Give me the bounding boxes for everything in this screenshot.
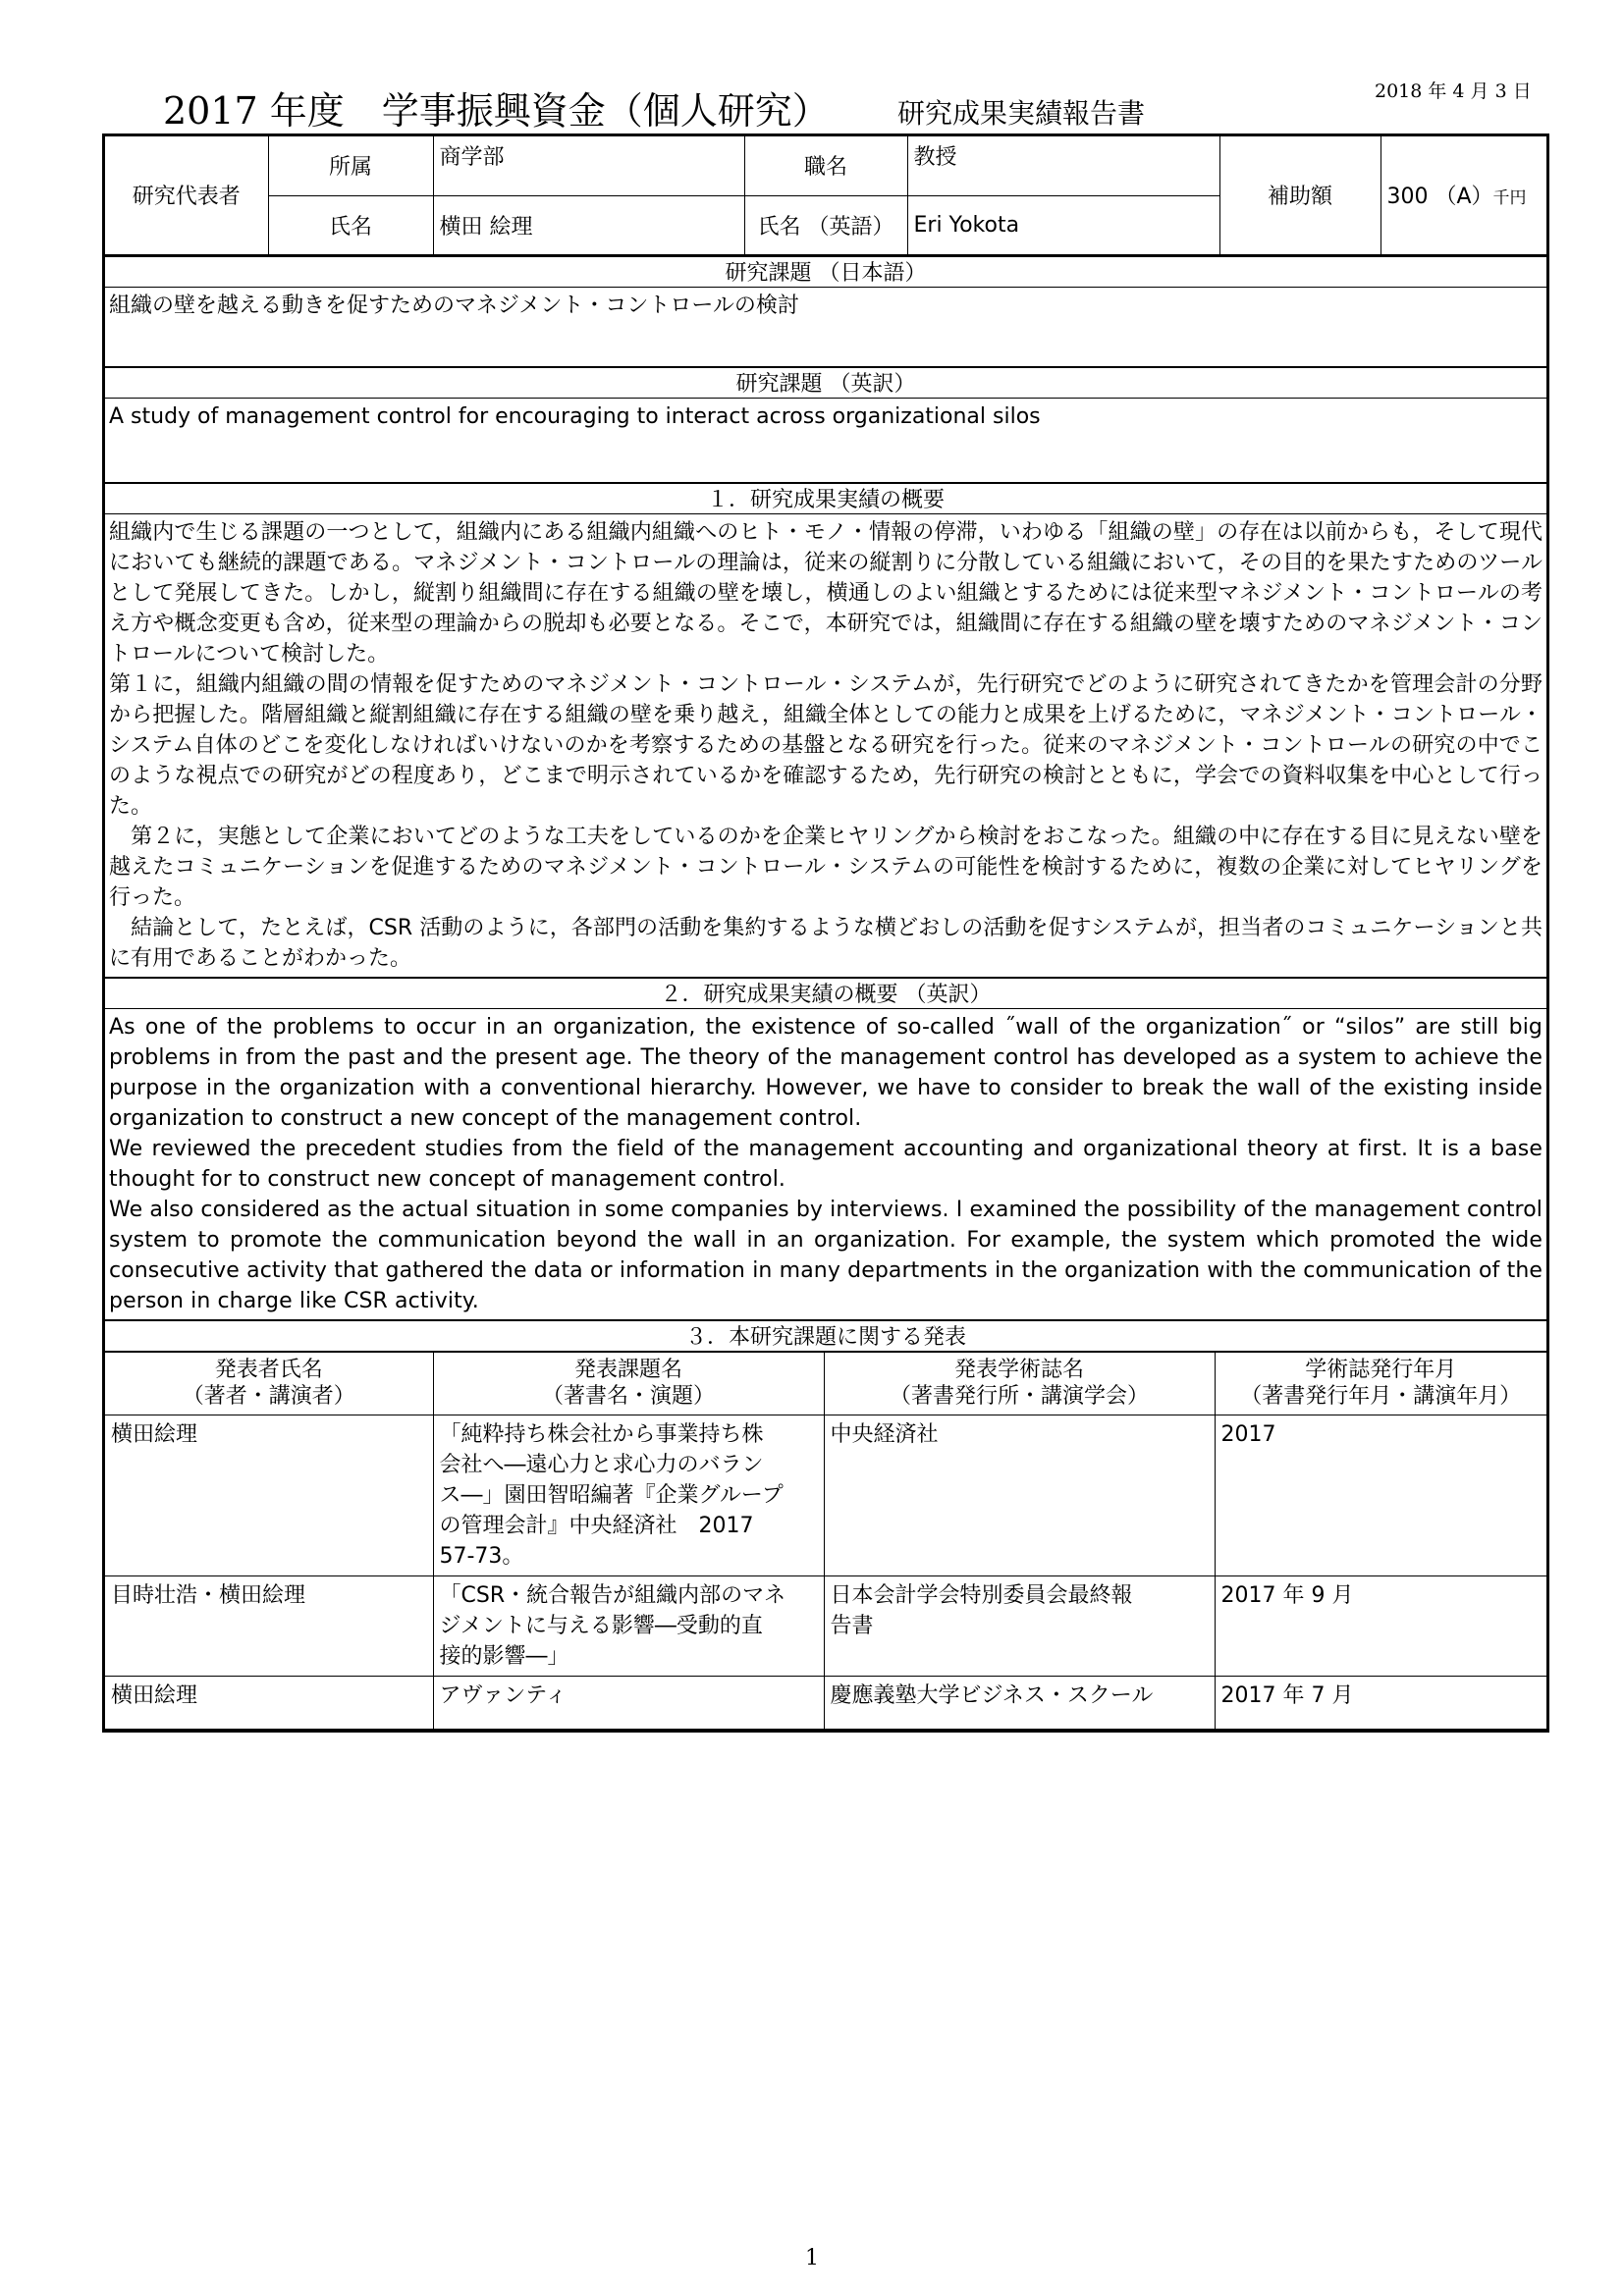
summary-en-heading: ２．研究成果実績の概要 （英訳） [105,977,1546,1009]
table-row [105,1575,1546,1676]
pub-author: 目時壮浩・横田絵理 [105,1575,433,1676]
summary-en-body [105,1009,1546,1319]
name-label: 氏名 [268,195,433,254]
column-header: 学術誌発行年月 （著書発行年月・講演年月） [1215,1352,1546,1415]
pub-title: アヴァンティ [433,1676,824,1729]
summary-jp-paragraph: 第１に，組織内組織の間の情報を促すためのマネジメント・コントロール・システムが，先行研究でどのように研究されてきたかを管理会計の分野から把握した。階層組織と縦割組織に存在する組織の壁を乗り越え，組織全体としての能力と成果を上げるために，マネジメント・コントロール・システム自体のどこを変化しなければいけないのかを考察するための基盤となる研究を行った。従来のマネジメント・コントロールの研究の中でこのような視点での研究がどの程度あり，どこまで明示されているかを確認するため，先行研究の検討とともに，学会での資料収集を中心として行った。 [109,671,1543,819]
summary-jp-paragraph: 結論として，たとえば，CSR 活動のように，各部門の活動を集約するような横どおしの活動を促すシステムが，担当者のコミュニケーションと共に有用であることがわかった。 [109,915,1543,971]
table-row [105,1415,1546,1575]
pub-author: 横田絵理 [105,1415,433,1575]
summary-jp-paragraph: 組織内で生じる課題の一つとして，組織内にある組織内組織へのヒト・モノ・情報の停滞，いわゆる「組織の壁」の存在は以前からも，そして現代においても継続的課題である。マネジメント・コントロールの理論は，従来の縦割りに分散している組織において，その目的を果たすためのツールとして発展してきた。しかし，縦割り組織間に存在する組織の壁を壊し，横通しのよい組織とするためには従来型マネジメント・コントロールの考え方や概念変更も含め，従来型の理論からの脱却も必要となる。そこで，本研究では，組織間に存在する組織の壁を壊すためのマネジメント・コントロールについて検討した。 [109,519,1543,667]
pub-date: 2017 年 9 月 [1215,1575,1546,1676]
document-title [102,71,1545,139]
name-en-label: 氏名 （英語） [744,195,907,254]
grant-label: 補助額 [1219,136,1380,254]
pub-title: 「CSR・統合報告が組織内部のマネ ジメントに与える影響―受動的直 接的影響―」 [433,1575,824,1676]
table-row [105,1676,1546,1729]
title-main: 2017 年度 学事振興資金（個人研究） [163,89,830,133]
topic-jp-heading: 研究課題 （日本語） [105,255,1546,288]
pub-venue: 中央経済社 [824,1415,1215,1575]
pub-date: 2017 年 7 月 [1215,1676,1546,1729]
grant-unit: 千円 [1492,188,1527,209]
name-value: 横田 絵理 [433,195,744,254]
pub-title: 「純粋持ち株会社から事業持ち株 会社へ―遠心力と求心力のバラン ス―」園田智昭編著『企業グループ の管理会計』中央経済社 2017 57-73。 [433,1415,824,1575]
info-table [105,136,1546,255]
title-sub: 研究成果実績報告書 [897,97,1146,130]
publications-table [105,1352,1546,1730]
summary-en-paragraph: We also considered as the actual situation in some companies by interviews. I examined the possibility of the management control system to promote the communication beyond the wall in an organization. For example, the system which promoted the wide consecutive activity that gathered the data or information in many departments in the organization with the communication of the person in charge like CSR activity. [109,1197,1543,1313]
name-en-value: Eri Yokota [907,195,1219,254]
summary-jp-body [105,514,1546,977]
grant-amount [1380,136,1546,254]
position-value: 教授 [907,136,1219,195]
report-date: 2018 年 4 月 3 日 [1375,80,1532,102]
summary-jp-paragraph: 第２に，実態として企業においてどのような工夫をしているのかを企業ヒヤリングから検討をおこなった。組織の中に存在する目に見えない壁を越えたコミュニケーションを促進するためのマネジメント・コントロール・システムの可能性を検討するために，複数の企業に対してヒヤリングを行った。 [109,824,1543,910]
topic-en-heading: 研究課題 （英訳） [105,366,1546,399]
pub-venue: 日本会計学会特別委員会最終報 告書 [824,1575,1215,1676]
summary-jp-heading: １．研究成果実績の概要 [105,482,1546,514]
pub-author: 横田絵理 [105,1676,433,1729]
column-header: 発表者氏名 （著者・講演者） [105,1352,433,1415]
topic-jp-text: 組織の壁を越える動きを促すためのマネジメント・コントロールの検討 [109,293,799,318]
grant-value: 300 （A） [1386,185,1493,210]
affiliation-value: 商学部 [433,136,744,195]
report-sheet [102,133,1549,1733]
position-label: 職名 [744,136,907,195]
summary-en-paragraph: As one of the problems to occur in an organization, the existence of so-called ˝wall of the organization˝ or “silos” are still big problems in from the past and the present age. The theory of the management control has developed as a system to achieve the purpose in the organization with a conventional hierarchy. However, we have to consider to break the wall of the existing inside organization to construct a new concept of the management control. [109,1014,1543,1131]
column-header: 発表課題名 （著書名・演題） [433,1352,824,1415]
summary-en-paragraph: We reviewed the precedent studies from the field of the management accounting and organizational theory at first. It is a base thought for to construct new concept of management control. [109,1136,1543,1192]
pub-date: 2017 [1215,1415,1546,1575]
publications-heading: ３．本研究課題に関する発表 [105,1319,1546,1352]
affiliation-label: 所属 [268,136,433,195]
page-number: 1 [805,2246,819,2270]
pub-venue: 慶應義塾大学ビジネス・スクール [824,1676,1215,1729]
rep-label: 研究代表者 [105,136,268,254]
column-header: 発表学術誌名 （著書発行所・講演学会） [824,1352,1215,1415]
topic-en-text: A study of management control for encouraging to interact across organizational silos [109,403,1041,429]
